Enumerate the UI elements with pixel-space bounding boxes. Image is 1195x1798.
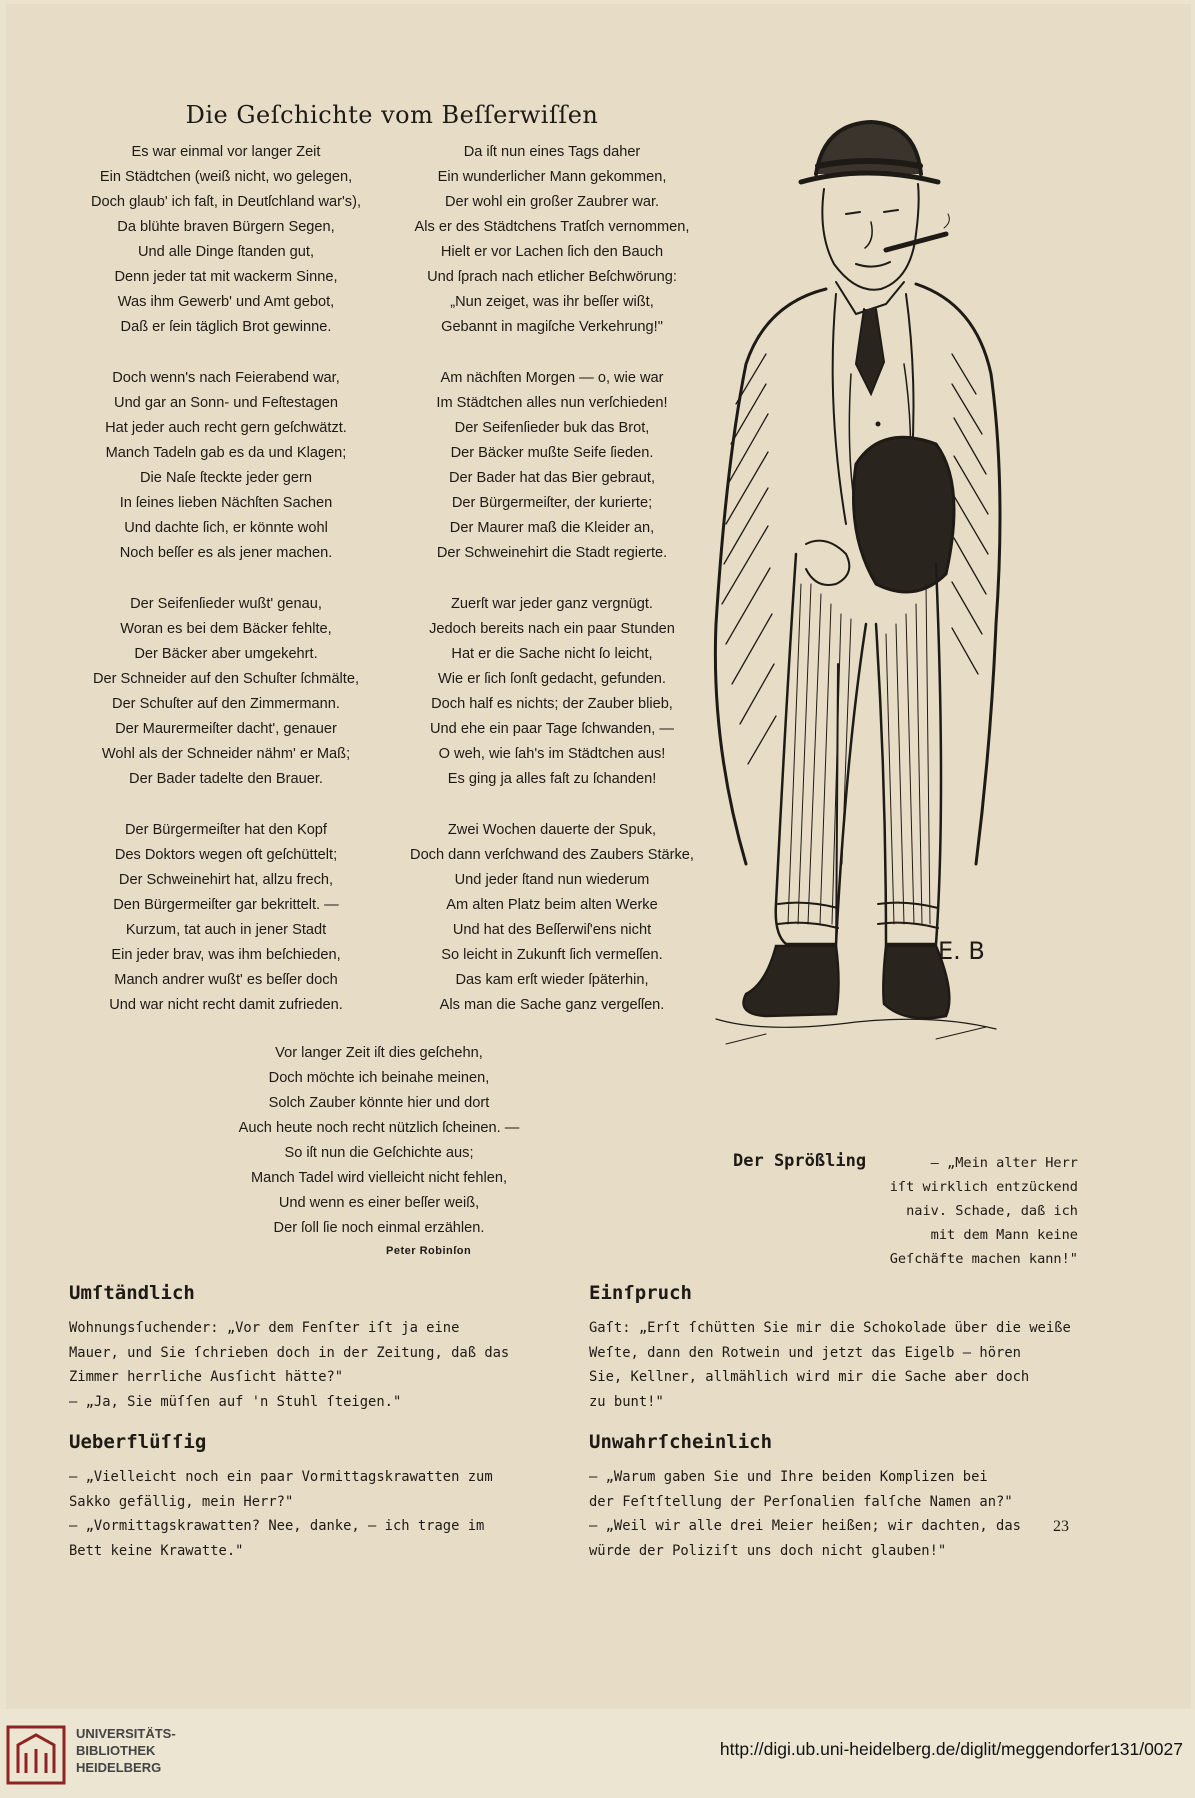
library-name-line: BIBLIOTHEK bbox=[76, 1743, 156, 1758]
poem-line: Da blühte braven Bürgern Segen, bbox=[117, 219, 335, 235]
poem-line: Des Doktors wegen oft geſchüttelt; bbox=[114, 847, 338, 863]
poem-stanza bbox=[402, 592, 702, 792]
caption-text bbox=[886, 1151, 1078, 1271]
joke-line: der Feſtſtellung der Perſonalien falſche Namen an?" bbox=[589, 1493, 1013, 1510]
poem-line: Ein jeder brav, was ihm beſchieden, bbox=[111, 947, 341, 963]
poem-stanza bbox=[76, 366, 376, 566]
joke-line: Sakko gefällig, mein Herr?" bbox=[69, 1493, 294, 1510]
page-number: 23 bbox=[1053, 1518, 1069, 1535]
joke-line: Mauer, und Sie ſchrieben doch in der Zeitung, daß das bbox=[69, 1344, 510, 1361]
poem-line: Doch möchte ich beinahe meinen, bbox=[268, 1070, 490, 1086]
caption-line: — „Mein alter Herr bbox=[930, 1155, 1078, 1171]
poem-line: Und war nicht recht damit zufrieden. bbox=[109, 997, 343, 1013]
joke-line: Gaſt: „Erſt ſchütten Sie mir die Schokolade über die weiße bbox=[589, 1320, 1071, 1336]
joke-line: — „Vormittagskrawatten? Nee, danke, — ich trage im bbox=[69, 1518, 485, 1534]
poem-line: Und hat des Beſſerwiſ'ens nicht bbox=[452, 922, 652, 938]
poem-line: Manch Tadeln gab es da und Klagen; bbox=[105, 445, 347, 461]
poem-line: Der Schneider auf den Schuſter ſchmälte, bbox=[92, 671, 360, 687]
poem-line: Und jeder ſtand nun wiederum bbox=[454, 872, 650, 888]
joke-title: Ueberflüſſig bbox=[69, 1431, 207, 1453]
poem-line: Hat jeder auch recht gern geſchwätzt. bbox=[105, 420, 347, 436]
poem-line: Der Bürgermeiſter, der kurierte; bbox=[451, 495, 653, 511]
man-illustration bbox=[706, 104, 1006, 1144]
joke-line: würde der Poliziſt uns doch nicht glauben!" bbox=[589, 1542, 947, 1559]
poem-line: Im Städtchen alles nun verſchieden! bbox=[436, 395, 668, 411]
poem-line: Und ehe ein paar Tage ſchwanden, — bbox=[430, 721, 674, 737]
poem-line: Da iſt nun eines Tags daher bbox=[463, 144, 641, 160]
poem-line: Doch wenn's nach Feierabend war, bbox=[112, 370, 340, 386]
poem-line: Es ging ja alles faſt zu ſchanden! bbox=[447, 771, 657, 787]
library-name bbox=[76, 1725, 176, 1776]
poem-line: So iſt nun die Geſchichte aus; bbox=[284, 1145, 474, 1161]
poem-stanza bbox=[76, 140, 376, 340]
library-logo-icon bbox=[6, 1725, 66, 1785]
joke-line: Weſte, dann den Rotwein und jetzt das Eigelb — hören bbox=[589, 1344, 1021, 1361]
poem-line: Kurzum, tat auch in jener Stadt bbox=[125, 922, 327, 938]
poem-stanza bbox=[402, 140, 702, 340]
poem-line: Der Bäcker mußte Seife ſieden. bbox=[450, 445, 654, 461]
poem-line: Ein Städtchen (weiß nicht, wo gelegen, bbox=[99, 169, 353, 185]
poem-line: In ſeines lieben Nächſten Sachen bbox=[119, 495, 333, 511]
joke-line: — „Weil wir alle drei Meier heißen; wir dachten, das bbox=[589, 1518, 1021, 1534]
page bbox=[6, 4, 1191, 1709]
source-url[interactable]: http://digi.ub.uni-heidelberg.de/diglit/meggendorfer131/0027 bbox=[719, 1739, 1183, 1759]
poem-line: Der Bader hat das Bier gebraut, bbox=[448, 470, 656, 486]
poem-line: Der Schweinehirt hat, allzu frech, bbox=[118, 872, 334, 888]
poem-line: Vor langer Zeit iſt dies geſchehn, bbox=[275, 1045, 483, 1061]
caption-line: naiv. Schade, daß ich bbox=[906, 1203, 1078, 1219]
poem-line: Am alten Platz beim alten Werke bbox=[446, 897, 658, 913]
poem-line: „Nun zeiget, was ihr beſſer wißt, bbox=[450, 294, 654, 310]
poem-line: Als er des Städtchens Tratſch vernommen, bbox=[414, 219, 690, 235]
caption-line: Geſchäfte machen kann!" bbox=[889, 1251, 1078, 1267]
poem-line: Hat er die Sache nicht ſo leicht, bbox=[451, 646, 653, 662]
poem-line: Manch andrer wußt' es beſſer doch bbox=[114, 972, 338, 988]
poem-line: Der ſoll ſie noch einmal erzählen. bbox=[273, 1220, 485, 1236]
footer-bar bbox=[0, 1709, 1195, 1798]
poem-line: Und alle Dinge ſtanden gut, bbox=[137, 244, 315, 260]
poem-author: Peter Robinſon bbox=[386, 1245, 472, 1257]
poem-line: Und wenn es einer beſſer weiß, bbox=[278, 1195, 480, 1211]
poem-title: Die Geſchichte vom Beſſerwiſſen bbox=[185, 101, 599, 129]
poem-stanza bbox=[76, 592, 376, 792]
library-name-line: HEIDELBERG bbox=[76, 1760, 162, 1775]
poem-line: Hielt er vor Lachen ſich den Bauch bbox=[440, 244, 664, 260]
caption-label: Der Sprößling bbox=[733, 1151, 867, 1171]
joke-line: — „Vielleicht noch ein paar Vormittagskrawatten zum bbox=[69, 1469, 493, 1485]
joke-block bbox=[69, 1431, 554, 1563]
joke-line: Zimmer herrliche Ausſicht hätte?" bbox=[69, 1369, 344, 1385]
poem-line: Daß er ſein täglich Brot gewinne. bbox=[120, 319, 332, 335]
poem-line: Auch heute noch recht nützlich ſcheinen. — bbox=[238, 1120, 520, 1136]
joke-title: Unwahrſcheinlich bbox=[589, 1431, 773, 1453]
joke-line: Bett keine Krawatte." bbox=[69, 1542, 244, 1559]
poem-line: Der Maurer maß die Kleider an, bbox=[449, 520, 655, 536]
poem-line: Der Bürgermeiſter hat den Kopf bbox=[125, 822, 327, 838]
caption-line: mit dem Mann keine bbox=[930, 1227, 1078, 1243]
poem-line: Die Naſe ſteckte jeder gern bbox=[140, 470, 312, 486]
poem-line: O weh, wie ſah's im Städtchen aus! bbox=[438, 746, 666, 762]
poem-line: Gebannt in magiſche Verkehrung!" bbox=[441, 319, 663, 335]
poem-line: Der Schuſter auf den Zimmermann. bbox=[112, 696, 340, 712]
joke-line: Sie, Kellner, allmählich wird mir die Sache aber doch bbox=[589, 1369, 1030, 1385]
poem-line: Der Bäcker aber umgekehrt. bbox=[134, 646, 318, 662]
poem-line: So leicht in Zukunft ſich vermeſſen. bbox=[441, 947, 663, 963]
poem-line: Solch Zauber könnte hier und dort bbox=[268, 1095, 490, 1111]
joke-block bbox=[589, 1431, 1074, 1563]
poem-line: Doch glaub' ich faſt, in Deutſchland war's), bbox=[90, 194, 361, 210]
poem-final-stanza bbox=[224, 1041, 534, 1241]
poem-line: Der wohl ein großer Zaubrer war. bbox=[444, 194, 660, 210]
poem-line: Und ſprach nach etlicher Beſchwörung: bbox=[427, 269, 677, 285]
joke-line: Wohnungsſuchender: „Vor dem Fenſter iſt ja eine bbox=[69, 1320, 460, 1336]
joke-block bbox=[69, 1282, 554, 1414]
poem-line: Der Schweinehirt die Stadt regierte. bbox=[436, 545, 668, 561]
joke-line: zu bunt!" bbox=[589, 1393, 664, 1410]
poem-line: Woran es bei dem Bäcker fehlte, bbox=[120, 621, 332, 637]
joke-title: Umſtändlich bbox=[69, 1282, 195, 1304]
poem-stanza bbox=[76, 818, 376, 1018]
library-name-line: UNIVERSITÄTS- bbox=[76, 1726, 176, 1741]
joke-line: — „Warum gaben Sie und Ihre beiden Komplizen bei bbox=[589, 1469, 988, 1485]
poem-line: Der Bader tadelte den Brauer. bbox=[129, 771, 323, 787]
poem-line: Am nächſten Morgen — o, wie war bbox=[440, 370, 664, 386]
poem-line: Doch dann verſchwand des Zaubers Stärke, bbox=[410, 847, 694, 863]
poem-line: Den Bürgermeiſter gar bekrittelt. — bbox=[113, 897, 339, 913]
poem-line: Jedoch bereits nach ein paar Stunden bbox=[429, 621, 675, 637]
poem-line: Und dachte ſich, er könnte wohl bbox=[124, 520, 328, 536]
poem-line: Ein wunderlicher Mann gekommen, bbox=[437, 169, 667, 185]
poem-line: Noch beſſer es als jener machen. bbox=[119, 545, 333, 561]
poem-line: Der Seifenſieder wußt' genau, bbox=[130, 596, 322, 612]
poem-line: Denn jeder tat mit wackerm Sinne, bbox=[114, 269, 338, 285]
poem-line: Zuerſt war jeder ganz vergnügt. bbox=[451, 596, 653, 612]
poem-line: Manch Tadel wird vielleicht nicht fehlen, bbox=[250, 1170, 508, 1186]
poem-stanza bbox=[402, 366, 702, 566]
poem-line: Was ihm Gewerb' und Amt gebot, bbox=[117, 294, 335, 310]
poem-line: Doch half es nichts; der Zauber blieb, bbox=[431, 696, 673, 712]
poem-line: Zwei Wochen dauerte der Spuk, bbox=[447, 822, 657, 838]
joke-block bbox=[589, 1282, 1074, 1414]
joke-title: Einſpruch bbox=[589, 1282, 692, 1304]
poem-line: Es war einmal vor langer Zeit bbox=[131, 144, 321, 160]
poem-line: Und gar an Sonn- und Feſtestagen bbox=[114, 395, 338, 411]
poem-line: Wohl als der Schneider nähm' er Maß; bbox=[101, 746, 351, 762]
signature: E. B bbox=[938, 937, 985, 965]
joke-line: — „Ja, Sie müſſen auf 'n Stuhl ſteigen." bbox=[69, 1393, 402, 1410]
poem-line: Wie er ſich ſonſt gedacht, gefunden. bbox=[438, 671, 666, 687]
poem-line: Das kam erſt wieder ſpäterhin, bbox=[455, 972, 649, 988]
caption-line: iſt wirklich entzückend bbox=[889, 1179, 1078, 1195]
poem-line: Der Seifenſieder buk das Brot, bbox=[454, 420, 650, 436]
poem-stanza bbox=[402, 818, 702, 1018]
poem-line: Der Maurermeiſter dacht', genauer bbox=[115, 721, 337, 737]
poem-line: Als man die Sache ganz vergeſſen. bbox=[439, 997, 665, 1013]
